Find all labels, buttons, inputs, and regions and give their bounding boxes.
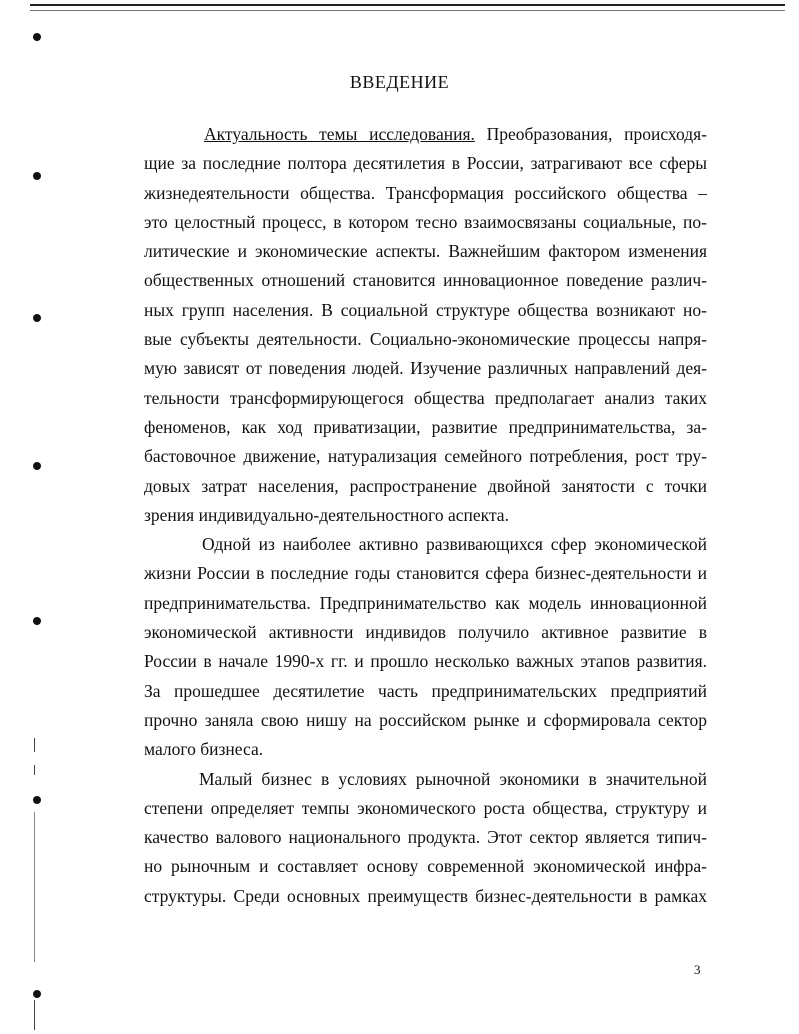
text-line: литические и экономические аспекты. Важнейшим фактором изменения (144, 241, 707, 262)
binder-hole (33, 33, 41, 41)
text-line: прочно заняла свою нишу на российском рынке и сформировала сектор (144, 709, 707, 730)
text-line: довых затрат населения, распространение двойной занятости с точки (144, 475, 707, 496)
page-number: 3 (694, 962, 701, 977)
text-line: общественных отношений становится инновационное поведение различ- (144, 270, 707, 291)
binder-hole (33, 990, 41, 998)
text-line: Одной из наиболее активно развивающихся сфер экономической (202, 534, 707, 555)
binder-hole (33, 796, 41, 804)
text-line: структуры. Среди основных преимуществ бизнес-деятельности в рамках (144, 885, 707, 906)
scan-top-edge (30, 4, 785, 6)
text-line: России в начале 1990-х гг. и прошло несколько важных этапов развития. (144, 651, 707, 672)
text-line: качество валового национального продукта. Этот сектор является типич- (144, 827, 707, 848)
text-line: тельности трансформирующегося общества предполагает анализ таких (144, 387, 707, 408)
text-line: феноменов, как ход приватизации, развитие предпринимательства, за- (144, 416, 707, 437)
scan-top-edge-secondary (30, 10, 785, 11)
text-line: зрения индивидуально-деятельностного аспекта. (144, 504, 509, 525)
text-line: вые субъекты деятельности. Социально-экономические процессы напря- (144, 329, 707, 350)
text-line: щие за последние полтора десятилетия в России, затрагивают все сферы (144, 153, 707, 174)
text-line: мую зависят от поведения людей. Изучение различных направлений дея- (144, 358, 707, 379)
text-line: малого бизнеса. (144, 739, 264, 760)
margin-mark (34, 1000, 35, 1030)
text-line: За прошедшее десятилетие часть предпринимательских предприятий (144, 680, 707, 701)
text-line: предпринимательства. Предпринимательство как модель инновационной (144, 592, 707, 613)
text-line: Актуальность темы исследования. Преобразования, происходя- (204, 124, 708, 144)
text-line: степени определяет темпы экономического роста общества, структуру и (144, 797, 707, 818)
text-line: жизни России в последние годы становится сфера бизнес-деятельности и (144, 563, 707, 584)
body-text (144, 120, 707, 911)
text-line: жизнедеятельности общества. Трансформация российского общества – (144, 182, 707, 203)
binder-hole (33, 172, 41, 180)
text-line: это целостный процесс, в котором тесно взаимосвязаны социальные, по- (144, 211, 707, 232)
text-line: Малый бизнес в условиях рыночной экономики в значительной (199, 768, 707, 789)
margin-mark (34, 812, 35, 962)
text-line: экономической активности индивидов получило активное развитие в (144, 622, 707, 643)
text-line: но рыночным и составляет основу современной экономической инфра- (144, 856, 707, 877)
binder-hole (33, 462, 41, 470)
text-line: бастовочное движение, натурализация семейного потребления, рост тру- (144, 446, 707, 467)
binder-hole (33, 314, 41, 322)
text-line: ных групп населения. В социальной структуре общества возникают но- (144, 299, 707, 320)
margin-mark (34, 738, 35, 752)
page-title: ВВЕДЕНИЕ (349, 72, 450, 92)
binder-hole (33, 617, 41, 625)
margin-mark (34, 765, 35, 775)
topic-relevance-heading: Актуальность темы исследования. (204, 124, 475, 144)
